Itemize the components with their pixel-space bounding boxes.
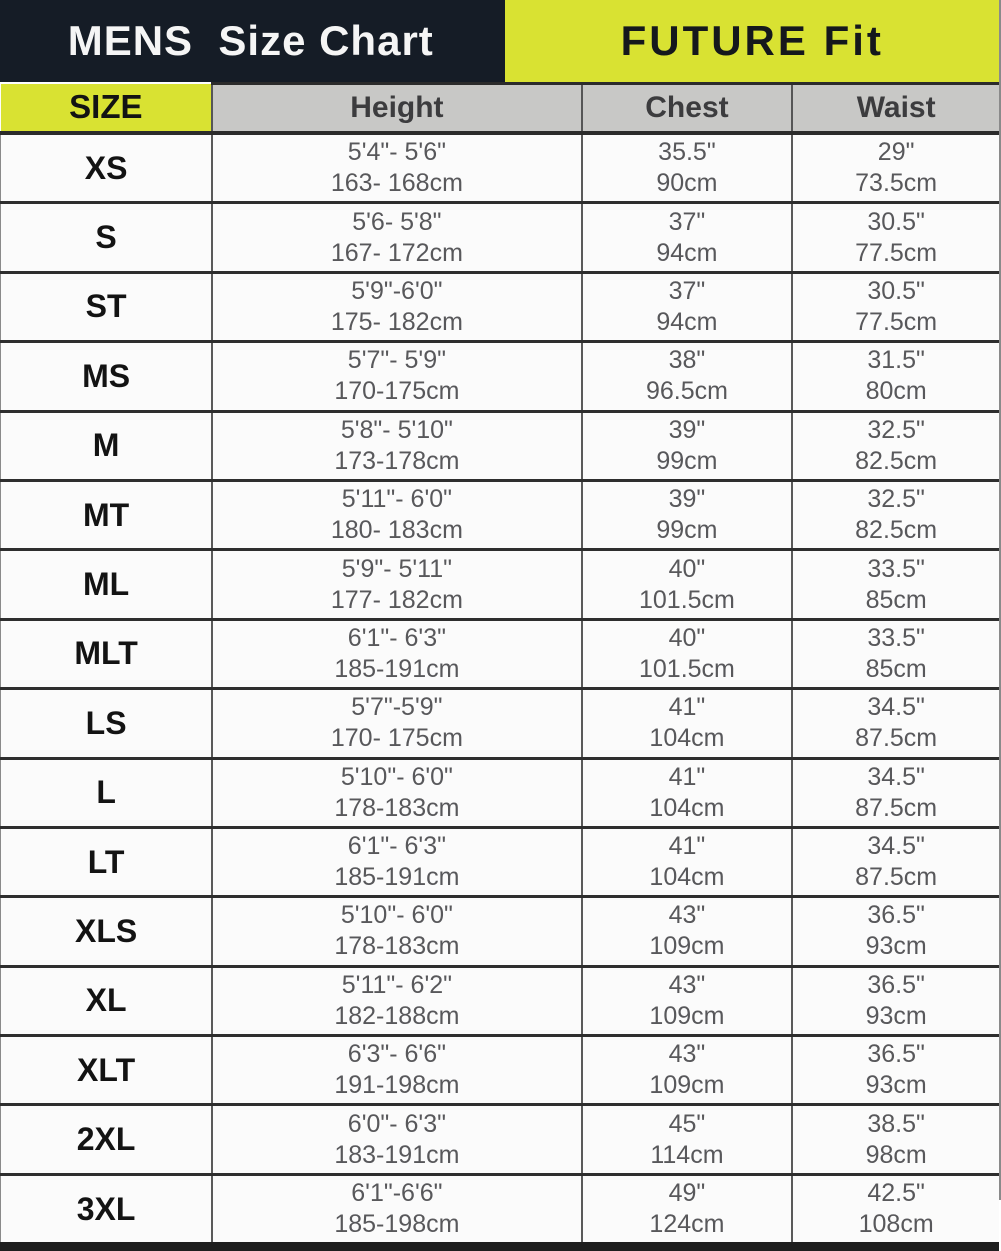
- table-row: [1, 203, 1000, 272]
- table-row: [1, 480, 1000, 549]
- waist-cell: [792, 272, 999, 341]
- table-row: [1, 1105, 1000, 1174]
- chest-cell: [582, 897, 793, 966]
- size-label: 2XL: [1, 1105, 213, 1174]
- chest-cell: [582, 411, 793, 480]
- waist-metric: 82.5cm: [855, 446, 938, 475]
- waist-metric: 77.5cm: [855, 238, 938, 267]
- size-table: [0, 82, 999, 1251]
- height-cell: [212, 966, 581, 1035]
- size-label: ST: [1, 272, 213, 341]
- waist-metric: 87.5cm: [855, 863, 938, 892]
- size-label: L: [1, 758, 213, 827]
- size-label: LS: [1, 689, 213, 758]
- chest-cell: [582, 966, 793, 1035]
- height-metric: 173-178cm: [334, 446, 460, 475]
- size-label: ML: [1, 550, 213, 619]
- waist-cell: [792, 689, 999, 758]
- height-imperial: 6'1"- 6'3": [347, 623, 446, 652]
- height-metric: 185-191cm: [334, 863, 460, 892]
- waist-imperial: 29": [877, 138, 915, 167]
- chest-cell: [582, 1174, 793, 1246]
- height-imperial: 5'7"-5'9": [351, 693, 443, 722]
- height-metric: 178-183cm: [334, 932, 460, 961]
- waist-imperial: 36.5": [867, 901, 925, 930]
- brand-panel: [501, 0, 999, 82]
- height-metric: 170- 175cm: [330, 724, 463, 753]
- size-label: MLT: [1, 619, 213, 688]
- waist-metric: 85cm: [865, 585, 927, 614]
- waist-cell: [792, 411, 999, 480]
- chest-imperial: 41": [668, 762, 706, 791]
- table-row: [1, 827, 1000, 896]
- chest-imperial: 37": [668, 276, 706, 305]
- chest-imperial: 35.5": [658, 138, 716, 167]
- waist-cell: [792, 550, 999, 619]
- chart-title-panel: [0, 0, 501, 82]
- height-metric: 191-198cm: [334, 1071, 460, 1100]
- chest-metric: 109cm: [649, 1001, 725, 1030]
- height-metric: 183-191cm: [334, 1140, 460, 1169]
- chest-cell: [582, 689, 793, 758]
- size-label: LT: [1, 827, 213, 896]
- height-imperial: 6'0"- 6'3": [347, 1109, 446, 1138]
- chest-cell: [582, 1105, 793, 1174]
- height-imperial: 5'7"- 5'9": [347, 346, 446, 375]
- chest-imperial: 49": [668, 1179, 706, 1208]
- chest-cell: [582, 133, 793, 203]
- waist-imperial: 30.5": [867, 276, 925, 305]
- height-imperial: 6'3"- 6'6": [347, 1040, 446, 1069]
- waist-imperial: 34.5": [867, 832, 925, 861]
- height-cell: [212, 203, 581, 272]
- chest-imperial: 43": [668, 901, 706, 930]
- waist-metric: 73.5cm: [855, 169, 938, 198]
- waist-imperial: 31.5": [867, 346, 925, 375]
- waist-metric: 77.5cm: [855, 307, 938, 336]
- chest-metric: 101.5cm: [639, 585, 735, 614]
- size-label: S: [1, 203, 213, 272]
- chest-imperial: 43": [668, 970, 706, 999]
- chest-metric: 96.5cm: [645, 377, 728, 406]
- table-row: [1, 966, 1000, 1035]
- table-row: [1, 619, 1000, 688]
- chest-imperial: 40": [668, 623, 706, 652]
- height-cell: [212, 1174, 581, 1246]
- height-metric: 178-183cm: [334, 793, 460, 822]
- top-banner: [0, 0, 999, 82]
- waist-metric: 85cm: [865, 654, 927, 683]
- chest-imperial: 39": [668, 485, 706, 514]
- chest-imperial: 39": [668, 415, 706, 444]
- chest-cell: [582, 619, 793, 688]
- height-cell: [212, 342, 581, 411]
- table-row: [1, 411, 1000, 480]
- chest-cell: [582, 480, 793, 549]
- height-metric: 170-175cm: [334, 377, 460, 406]
- chest-metric: 124cm: [649, 1210, 725, 1239]
- height-metric: 185-198cm: [334, 1210, 460, 1239]
- height-cell: [212, 619, 581, 688]
- height-metric: 177- 182cm: [330, 585, 463, 614]
- waist-cell: [792, 133, 999, 203]
- chest-metric: 104cm: [649, 793, 725, 822]
- waist-imperial: 30.5": [867, 207, 925, 236]
- chest-imperial: 40": [668, 554, 706, 583]
- height-imperial: 5'6- 5'8": [352, 207, 442, 236]
- chest-imperial: 41": [668, 832, 706, 861]
- size-label: MT: [1, 480, 213, 549]
- chest-imperial: 38": [668, 346, 706, 375]
- chest-metric: 94cm: [656, 238, 718, 267]
- height-imperial: 5'11"- 6'2": [341, 970, 452, 999]
- column-header-chest: Chest: [582, 84, 793, 134]
- waist-imperial: 34.5": [867, 693, 925, 722]
- waist-cell: [792, 342, 999, 411]
- height-imperial: 5'9"-6'0": [351, 276, 443, 305]
- waist-cell: [792, 966, 999, 1035]
- waist-imperial: 33.5": [867, 554, 925, 583]
- waist-imperial: 36.5": [867, 1040, 925, 1069]
- table-row: [1, 272, 1000, 341]
- waist-metric: 93cm: [865, 1001, 927, 1030]
- chest-metric: 104cm: [649, 863, 725, 892]
- waist-cell: [792, 203, 999, 272]
- size-label: M: [1, 411, 213, 480]
- waist-imperial: 33.5": [867, 623, 925, 652]
- height-imperial: 5'11"- 6'0": [341, 485, 452, 514]
- waist-imperial: 34.5": [867, 762, 925, 791]
- chest-metric: 94cm: [656, 307, 718, 336]
- height-cell: [212, 133, 581, 203]
- height-cell: [212, 689, 581, 758]
- chest-metric: 109cm: [649, 932, 725, 961]
- chest-imperial: 45": [668, 1109, 706, 1138]
- chest-cell: [582, 758, 793, 827]
- waist-imperial: 32.5": [867, 485, 925, 514]
- waist-metric: 98cm: [865, 1140, 927, 1169]
- chest-metric: 114cm: [650, 1140, 724, 1169]
- size-label: MS: [1, 342, 213, 411]
- table-row: [1, 550, 1000, 619]
- height-imperial: 5'4"- 5'6": [347, 138, 446, 167]
- height-imperial: 6'1"- 6'3": [347, 832, 446, 861]
- height-metric: 175- 182cm: [330, 307, 463, 336]
- size-table-body: [1, 133, 1000, 1247]
- height-imperial: 5'8"- 5'10": [340, 415, 453, 444]
- chest-cell: [582, 827, 793, 896]
- column-header-row: [1, 84, 1000, 134]
- height-metric: 163- 168cm: [330, 169, 463, 198]
- waist-cell: [792, 897, 999, 966]
- waist-metric: 93cm: [865, 1071, 927, 1100]
- waist-imperial: 32.5": [867, 415, 925, 444]
- height-metric: 182-188cm: [334, 1001, 460, 1030]
- table-row: [1, 1036, 1000, 1105]
- waist-metric: 108cm: [858, 1210, 934, 1239]
- column-header-waist: Waist: [792, 84, 999, 134]
- chest-cell: [582, 272, 793, 341]
- chest-cell: [582, 342, 793, 411]
- chest-imperial: 37": [668, 207, 706, 236]
- height-metric: 180- 183cm: [330, 516, 463, 545]
- waist-imperial: 38.5": [867, 1109, 925, 1138]
- table-row: [1, 689, 1000, 758]
- chest-cell: [582, 203, 793, 272]
- waist-cell: [792, 480, 999, 549]
- table-row: [1, 897, 1000, 966]
- waist-cell: [792, 1036, 999, 1105]
- waist-cell: [792, 758, 999, 827]
- height-cell: [212, 480, 581, 549]
- chest-metric: 101.5cm: [639, 654, 735, 683]
- height-cell: [212, 827, 581, 896]
- table-row: [1, 1174, 1000, 1246]
- size-label: XS: [1, 133, 213, 203]
- waist-imperial: 42.5": [867, 1179, 925, 1208]
- column-header-height: Height: [212, 84, 581, 134]
- height-cell: [212, 411, 581, 480]
- waist-cell: [792, 619, 999, 688]
- waist-imperial: 36.5": [867, 970, 925, 999]
- chart-title: MENS Size Chart: [67, 17, 434, 64]
- size-label: XLS: [1, 897, 213, 966]
- height-metric: 185-191cm: [334, 654, 460, 683]
- height-imperial: 5'10"- 6'0": [340, 901, 453, 930]
- chest-metric: 99cm: [656, 446, 718, 475]
- waist-cell: [792, 827, 999, 896]
- table-row: [1, 133, 1000, 203]
- chest-metric: 109cm: [649, 1071, 725, 1100]
- height-cell: [212, 272, 581, 341]
- table-row: [1, 758, 1000, 827]
- height-cell: [212, 1036, 581, 1105]
- chest-imperial: 41": [668, 693, 706, 722]
- table-row: [1, 342, 1000, 411]
- chest-metric: 104cm: [649, 724, 725, 753]
- waist-metric: 82.5cm: [855, 516, 938, 545]
- height-cell: [212, 758, 581, 827]
- size-label: XL: [1, 966, 213, 1035]
- chest-cell: [582, 1036, 793, 1105]
- size-label: XLT: [1, 1036, 213, 1105]
- height-imperial: 5'9"- 5'11": [341, 554, 452, 583]
- waist-cell: [792, 1105, 999, 1174]
- waist-cell: [792, 1174, 999, 1246]
- waist-metric: 80cm: [865, 377, 927, 406]
- waist-metric: 93cm: [865, 932, 927, 961]
- height-cell: [212, 1105, 581, 1174]
- chest-imperial: 43": [668, 1040, 706, 1069]
- chest-metric: 99cm: [656, 516, 718, 545]
- waist-metric: 87.5cm: [855, 724, 938, 753]
- chest-cell: [582, 550, 793, 619]
- chest-metric: 90cm: [656, 169, 718, 198]
- waist-metric: 87.5cm: [855, 793, 938, 822]
- height-metric: 167- 172cm: [330, 238, 463, 267]
- height-cell: [212, 550, 581, 619]
- height-imperial: 6'1"-6'6": [351, 1179, 443, 1208]
- height-cell: [212, 897, 581, 966]
- height-imperial: 5'10"- 6'0": [340, 762, 453, 791]
- column-header-size: SIZE: [1, 84, 213, 134]
- size-label: 3XL: [1, 1174, 213, 1246]
- brand-name: FUTURE Fit: [620, 17, 884, 64]
